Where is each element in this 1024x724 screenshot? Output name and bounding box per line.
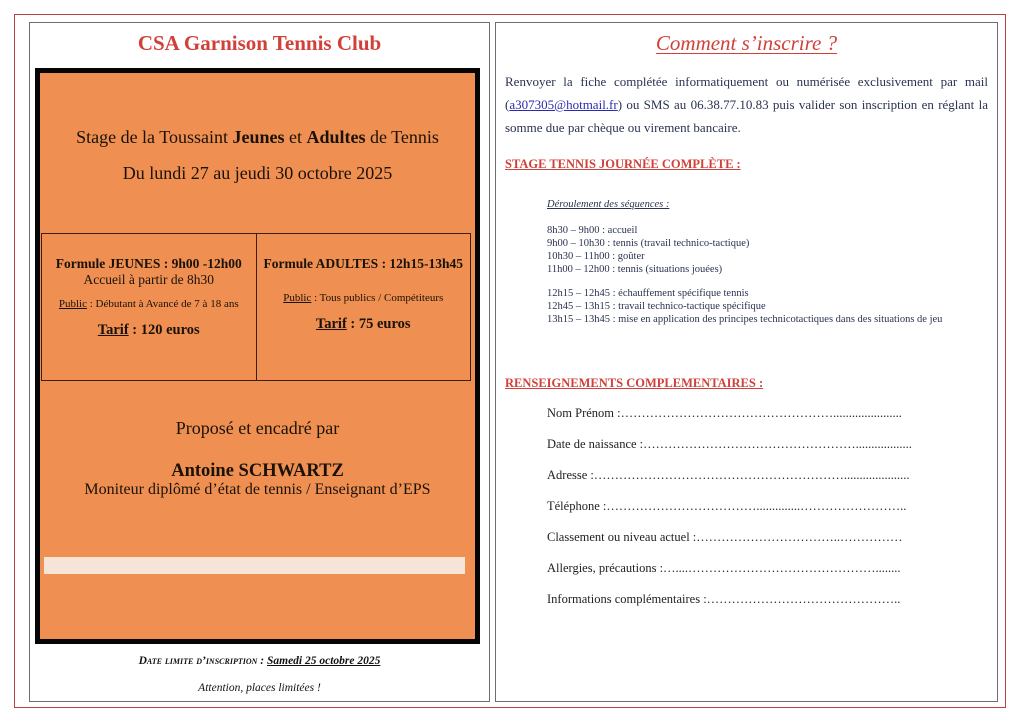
field-classement[interactable]: Classement ou niveau actuel :……………………………..…………… [547, 530, 903, 544]
proposed-by-label: Proposé et encadré par [175, 418, 340, 438]
field-allergies[interactable]: Allergies, précautions :…....………………………………………........ [547, 561, 901, 575]
section-title-stage: STAGE TENNIS JOURNÉE COMPLÈTE : [505, 157, 741, 171]
schedule-heading: Déroulement des séquences : [547, 199, 670, 210]
schedule-adultes [547, 287, 942, 326]
schedule-jeunes [547, 224, 749, 276]
field-adresse[interactable]: Adresse :……………………………………………………..................... [547, 468, 910, 482]
stage-title-part: et [284, 127, 307, 147]
formule-jeunes [42, 234, 256, 380]
deadline-sep: : [257, 655, 267, 667]
public-value: : Tous publics / Compétiteurs [311, 292, 444, 304]
intro-text: ) ou SMS au 06.38.77.10.83 puis valider son inscription en réglant la somme due par chèque ou virement bancaire. [505, 97, 988, 135]
registration-panel [495, 22, 998, 702]
how-to-register-title-text: Comment s’inscrire ? [655, 31, 838, 55]
stage-info-box [35, 68, 480, 644]
schedule-item: 13h15 – 13h45 : mise en application des principes technicotactiques dans des situations de jeu [547, 314, 943, 325]
stage-title-part: Stage de la Toussaint [76, 127, 233, 147]
public-value: : Débutant à Avancé de 7 à 18 ans [87, 298, 239, 310]
email-link[interactable]: a307305@hotmail.fr [509, 97, 618, 112]
tarif-label: Tarif [97, 322, 129, 338]
stage-title-part: de Tennis [365, 127, 439, 147]
limited-places-note: Attention, places limitées ! [198, 682, 321, 694]
schedule-item: 9h00 – 10h30 : tennis (travail technico-tactique) [547, 238, 750, 249]
field-telephone[interactable]: Téléphone :………………………………..............…………………….. [547, 499, 907, 513]
formule-tarif [257, 316, 471, 333]
stage-title-jeunes: Jeunes [232, 127, 285, 147]
stage-title [40, 127, 475, 148]
public-label: Public [58, 298, 87, 310]
tarif-value: : 75 euros [346, 316, 411, 332]
intro-text: Renvoyer la fiche complétée informatiquement ou numérisée exclusivement par mail ( [505, 74, 988, 112]
field-date-naissance[interactable]: Date de naissance :…………………………………………….................. [547, 437, 912, 451]
formule-title: Formule JEUNES : 9h00 -12h00 [55, 256, 242, 271]
formule-public [42, 298, 256, 310]
deadline-label: Date limite d’inscription [138, 655, 258, 667]
public-label: Public [283, 292, 312, 304]
tarif-value: : 120 euros [128, 322, 200, 338]
formules-table [41, 233, 471, 381]
registration-deadline [30, 655, 489, 667]
club-title: CSA Garnison Tennis Club [137, 31, 382, 55]
schedule-item: 8h30 – 9h00 : accueil [547, 225, 638, 236]
formule-adultes [256, 234, 471, 380]
formule-public [257, 292, 471, 304]
deadline-date: Samedi 25 octobre 2025 [266, 655, 381, 667]
tarif-label: Tarif [315, 316, 347, 332]
formule-tarif [42, 322, 256, 339]
field-nom-prenom[interactable]: Nom Prénom :……………………………………………...................... [547, 406, 902, 420]
schedule-item: 12h45 – 13h15 : travail technico-tactique spécifique [547, 301, 766, 312]
schedule-item: 10h30 – 11h00 : goûter [547, 251, 645, 262]
coach-name: Antoine SCHWARTZ [171, 461, 344, 481]
section-title-info: RENSEIGNEMENTS COMPLEMENTAIRES : [505, 376, 764, 390]
blank-highlight-bar [44, 557, 465, 574]
formule-title: Formule ADULTES : 12h15-13h45 [263, 256, 463, 271]
flyer-panel [29, 22, 490, 702]
how-to-register-title [496, 31, 997, 56]
schedule-item: 12h15 – 12h45 : échauffement spécifique tennis [547, 288, 749, 299]
schedule-item: 11h00 – 12h00 : tennis (situations jouées) [547, 264, 723, 275]
field-informations[interactable]: Informations complémentaires :……………………………………….. [547, 592, 901, 606]
coach-role: Moniteur diplômé d’état de tennis / Enseignant d’EPS [84, 481, 431, 498]
formule-subtitle: Accueil à partir de 8h30 [83, 272, 214, 287]
stage-dates: Du lundi 27 au jeudi 30 octobre 2025 [122, 163, 393, 183]
stage-title-adultes: Adultes [306, 127, 366, 147]
registration-instructions [505, 70, 988, 139]
